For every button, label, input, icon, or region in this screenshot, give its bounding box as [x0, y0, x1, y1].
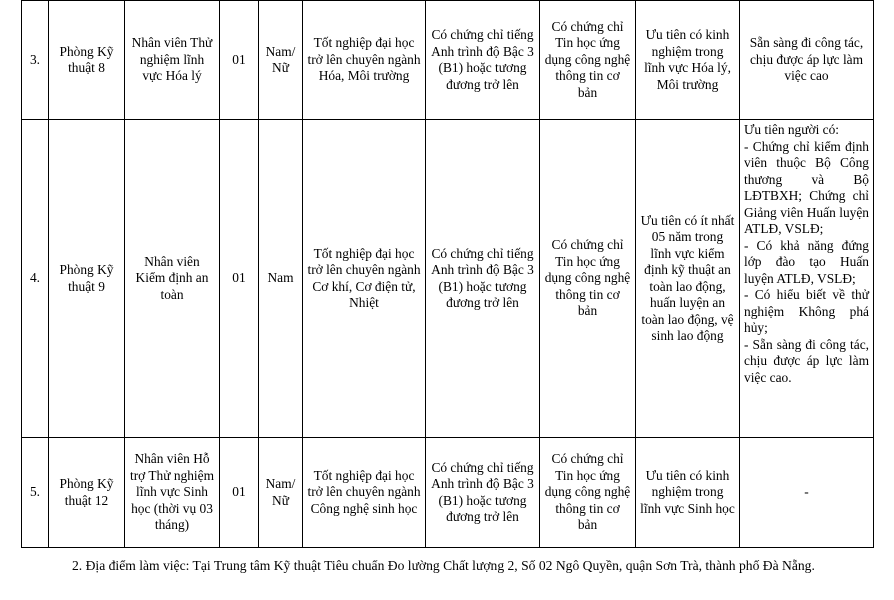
stt-cell: 5. — [22, 438, 49, 548]
it-cert-cell: Có chứng chỉ Tin học ứng dụng công nghệ thông tin cơ bản — [540, 1, 636, 120]
quantity-cell: 01 — [220, 1, 259, 120]
note-line: Ưu tiên người có: — [744, 122, 840, 137]
notes-cell — [740, 438, 874, 548]
note-line: - Sẵn sàng đi công tác, chịu được áp lực làm việc cao. — [744, 336, 869, 385]
table-row — [22, 1, 874, 120]
note-line: - — [804, 484, 809, 500]
quantity-cell: 01 — [220, 120, 259, 438]
position-cell: Nhân viên Hỗ trợ Thử nghiệm lĩnh vực Sinh học (thời vụ 03 tháng) — [125, 438, 220, 548]
position-cell: Nhân viên Kiểm định an toàn — [125, 120, 220, 438]
experience-cell: Ưu tiên có kinh nghiệm trong lĩnh vực Sinh học — [636, 438, 740, 548]
quantity-cell: 01 — [220, 438, 259, 548]
education-cell: Tốt nghiệp đại học trở lên chuyên ngành Công nghệ sinh học — [303, 438, 426, 548]
english-cert-cell: Có chứng chỉ tiếng Anh trình độ Bậc 3 (B1) hoặc tương đương trở lên — [426, 120, 540, 438]
note-line: - Có hiểu biết về thử nghiệm Không phá hủy; — [744, 287, 869, 335]
gender-cell: Nam — [259, 120, 303, 438]
it-cert-cell: Có chứng chỉ Tin học ứng dụng công nghệ thông tin cơ bản — [540, 438, 636, 548]
english-cert-cell: Có chứng chỉ tiếng Anh trình độ Bậc 3 (B1) hoặc tương đương trở lên — [426, 1, 540, 120]
experience-cell: Ưu tiên có ít nhất 05 năm trong lĩnh vực kiểm định kỹ thuật an toàn lao động, huấn luyện an toàn lao động, vệ sinh lao động — [636, 120, 740, 438]
note-line: - Chứng chỉ kiểm định viên thuộc Bộ Công thương và Bộ LĐTBXH; Chứng chỉ Giảng viên Huấn luyện ATLĐ, VSLĐ; — [744, 138, 869, 236]
english-cert-cell: Có chứng chỉ tiếng Anh trình độ Bậc 3 (B1) hoặc tương đương trở lên — [426, 438, 540, 548]
education-cell: Tốt nghiệp đại học trở lên chuyên ngành Hóa, Môi trường — [303, 1, 426, 120]
it-cert-cell: Có chứng chỉ Tin học ứng dụng công nghệ thông tin cơ bản — [540, 120, 636, 438]
stt-cell: 4. — [22, 120, 49, 438]
work-location-paragraph: 2. Địa điểm làm việc: Tại Trung tâm Kỹ thuật Tiêu chuẩn Đo lường Chất lượng 2, Số 02 Ngô Quyền, quận Sơn Trà, thành phố Đà Nẵng. — [72, 558, 815, 573]
stt-cell: 3. — [22, 1, 49, 120]
department-cell: Phòng Kỹ thuật 12 — [49, 438, 125, 548]
table-row — [22, 120, 874, 438]
note-line: - Có khả năng đứng lớp đào tạo Huấn luyện ATLĐ, VSLĐ; — [744, 237, 869, 286]
gender-cell: Nam/ Nữ — [259, 1, 303, 120]
notes-cell — [740, 1, 874, 120]
recruitment-table — [21, 0, 874, 548]
education-cell: Tốt nghiệp đại học trở lên chuyên ngành Cơ khí, Cơ điện tử, Nhiệt — [303, 120, 426, 438]
experience-cell: Ưu tiên có kinh nghiệm trong lĩnh vực Hóa lý, Môi trường — [636, 1, 740, 120]
gender-cell: Nam/ Nữ — [259, 438, 303, 548]
department-cell: Phòng Kỹ thuật 9 — [49, 120, 125, 438]
department-cell: Phòng Kỹ thuật 8 — [49, 1, 125, 120]
table-row — [22, 438, 874, 548]
position-cell: Nhân viên Thử nghiệm lĩnh vực Hóa lý — [125, 1, 220, 120]
note-line: Sẵn sàng đi công tác, chịu được áp lực làm việc cao — [749, 35, 864, 84]
notes-cell — [740, 120, 874, 438]
